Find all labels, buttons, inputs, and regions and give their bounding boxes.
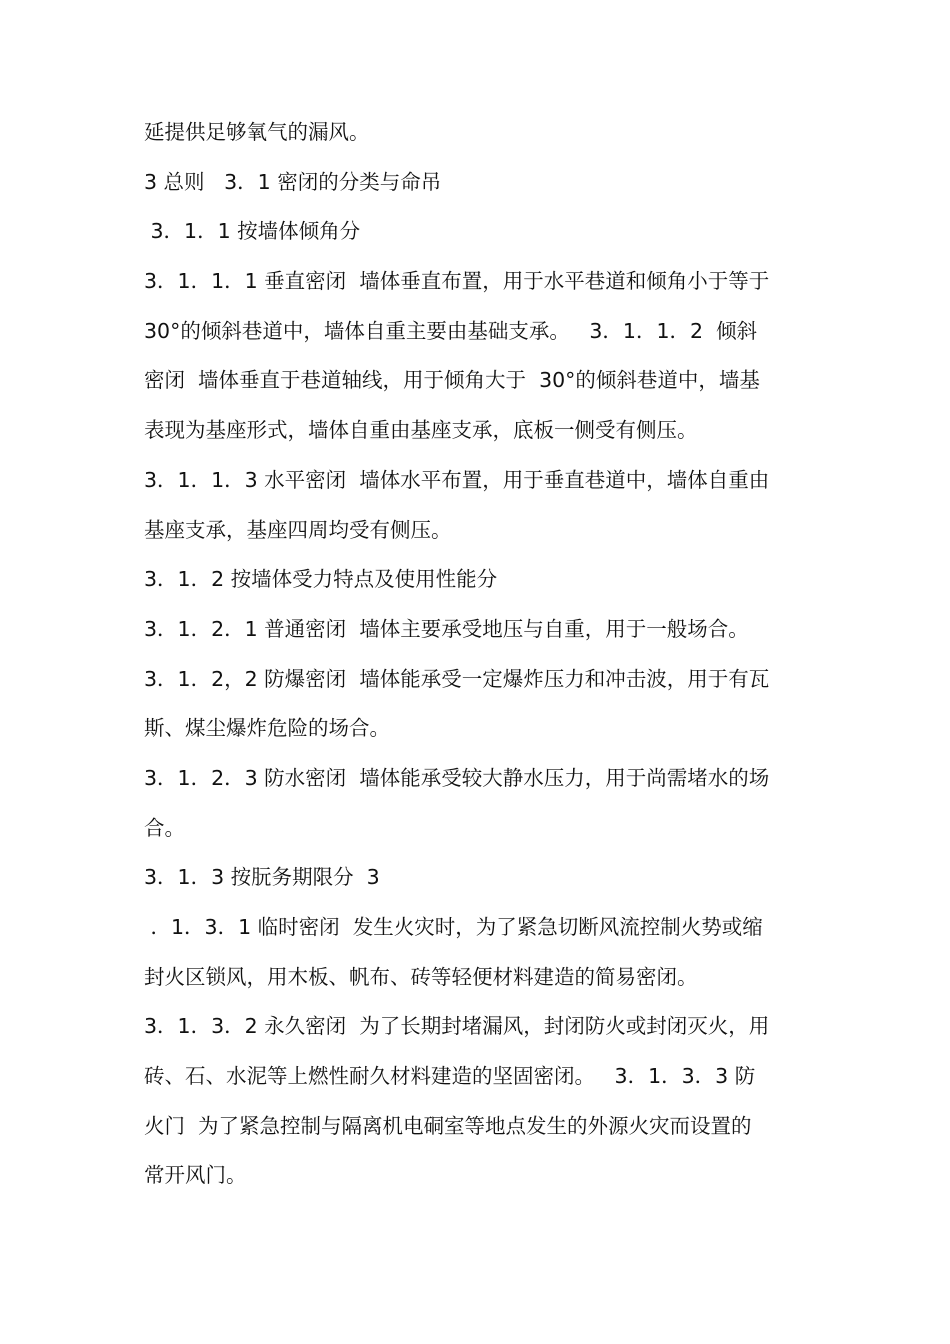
text-line: 砖、石、水泥等上燃性耐久材料建造的坚固密闭。 3．1．3．3 防	[144, 1064, 756, 1089]
text-line: 3．1．2，2 防爆密闭 墙体能承受一定爆炸压力和冲击波，用于有瓦	[144, 666, 770, 691]
text-line: 3．1．2．1 普通密闭 墙体主要承受地压与自重，用于一般场合。	[144, 616, 749, 641]
subsection-heading: 3．1．3 按朊务期限分 3	[144, 865, 380, 890]
text-line: 常开风门。	[144, 1163, 247, 1188]
text-line: 合。	[144, 815, 185, 840]
text-line: ．1．3．1 临时密闭 发生火灾时，为了紧急切断风流控制火势或缩	[144, 915, 763, 939]
text-line: 封火区锁风，用木板、帆布、砖等轻便材料建造的简易密闭。	[144, 964, 698, 989]
text-line: 斯、煤尘爆炸危险的场合。	[144, 716, 390, 741]
subsection-heading: 3．1．2 按墙体受力特点及使用性能分	[144, 567, 498, 592]
text-line: 火门 为了紧急控制与隔离机电硐室等地点发生的外源火灾而设置的	[144, 1113, 752, 1138]
text-line: 3．1．1．3 水平密闭 墙体水平布置，用于垂直巷道中，墙体自重由	[144, 467, 770, 492]
document-body	[144, 108, 814, 1201]
text-line: 3．1．2．3 防水密闭 墙体能承受较大静水压力，用于尚需堵水的场	[144, 765, 770, 790]
subsection-heading: 3．1．1 按墙体倾角分	[144, 219, 361, 244]
text-line: 3．1．1．1 垂直密闭 墙体垂直布置，用于水平巷道和倾角小于等于	[144, 269, 770, 294]
section-heading: 3 总则 3．1 密闭的分类与命吊	[144, 169, 442, 194]
text-line: 表现为基座形式，墙体自重由基座支承，底板一侧受有侧压。	[144, 418, 698, 443]
text-line: 密闭 墙体垂直于巷道轴线，用于倾角大于 30°的倾斜巷道中，墙基	[144, 368, 760, 393]
text-line: 3．1．3．2 永久密闭 为了长期封堵漏风，封闭防火或封闭灭火，用	[144, 1014, 770, 1039]
text-line: 基座支承，基座四周均受有侧压。	[144, 517, 452, 542]
text-line: 延提供足够氧气的漏风。	[144, 120, 370, 144]
text-line: 30°的倾斜巷道中，墙体自重主要由基础支承。 3．1．1．2 倾斜	[144, 318, 758, 343]
